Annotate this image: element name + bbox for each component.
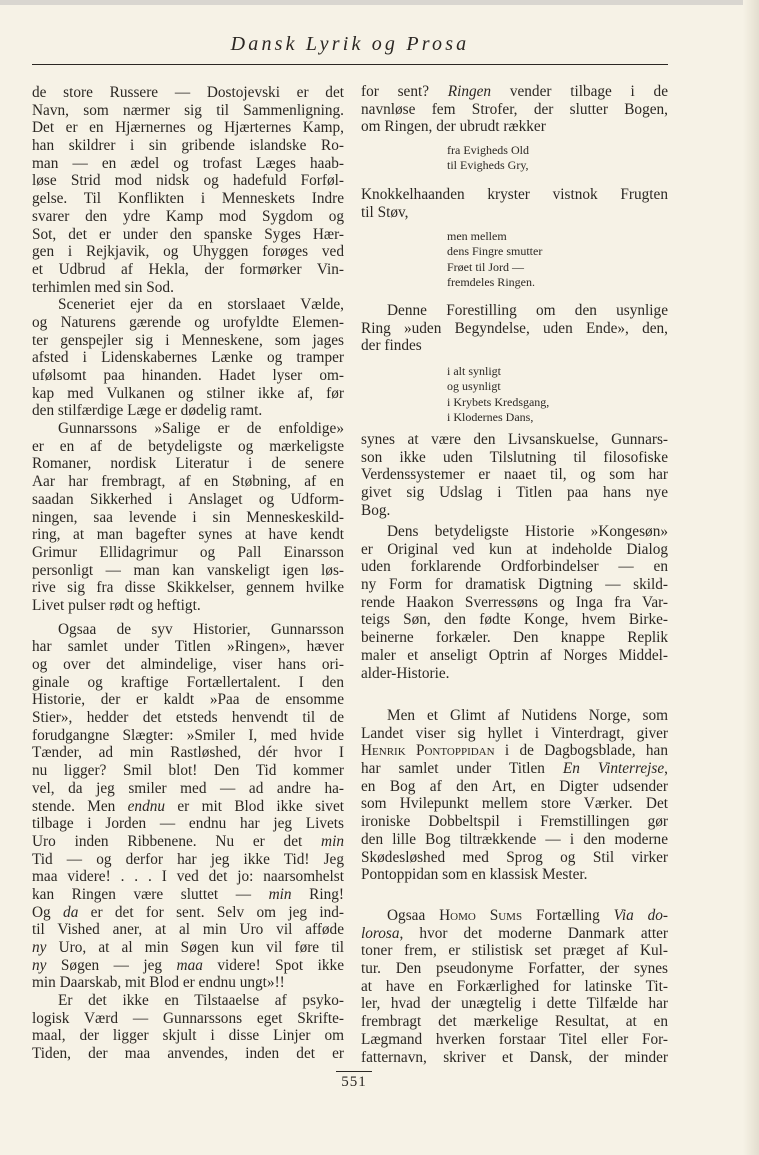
text-line: og Naturens gærende og urofyldte Elemen- bbox=[32, 313, 344, 331]
text-line: svarer den ydre Kamp mod Sygdom og bbox=[32, 207, 344, 225]
text-line: synes at være den Livsanskuelse, Gunnars- bbox=[361, 431, 668, 448]
italic-text: En Vinterrejse bbox=[562, 760, 665, 778]
text-line: fremdeles Ringen. bbox=[447, 274, 535, 289]
text-line: i alt synligt bbox=[447, 364, 501, 378]
text-line: har samlet under Titlen En Vinterrejse, bbox=[361, 760, 668, 778]
text-line: Grimur Ellidagrimur og Pall Einarsson bbox=[32, 543, 344, 561]
text-line: Skødesløshed med Sprog og Stil virker bbox=[361, 848, 668, 866]
text-line: son ikke uden Tilslutning til filosofiske bbox=[361, 448, 668, 466]
page-number: 551 bbox=[341, 1074, 367, 1090]
text-line: fatternavn, skriver et Dansk, der minder bbox=[361, 1048, 668, 1066]
text-line: Tid — og derfor har jeg ikke Tid! Jeg bbox=[32, 850, 344, 868]
text-line: ningen, saa levende i sin Menneskeskild- bbox=[32, 508, 344, 526]
text-line: tilbage i Jorden — endnu har jeg Livets bbox=[32, 815, 344, 833]
italic-text: Via do- bbox=[613, 907, 668, 924]
text-line: et Udbrud af Hekla, der formørker Vin- bbox=[32, 260, 344, 278]
text-line: maa videre! . . . I ved det jo: naarsomhelst bbox=[32, 868, 344, 886]
paragraph bbox=[32, 621, 344, 992]
text-line: rive sig fra disse Skikkelser, gennem hvilke bbox=[32, 579, 344, 597]
text-line: Det er en Hjærnernes og Hjærternes Kamp, bbox=[32, 119, 344, 137]
text-line: den stilfærdige Læge er dødelig ramt. bbox=[32, 402, 263, 420]
text-line: Men et Glimt af Nutidens Norge, som bbox=[387, 707, 668, 724]
text-line: Henrik Pontoppidan i de Dagbogsblade, han bbox=[361, 742, 668, 760]
paragraph bbox=[361, 907, 668, 1066]
paragraph bbox=[361, 302, 668, 355]
text-line: tur. Den pseudonyme Forfatter, der synes bbox=[361, 960, 668, 978]
text-line: gen i Rejkjavik, og Uhyggen forøges ved bbox=[32, 243, 344, 261]
text-line: rende Haakon Sverressøns og Inga fra Var- bbox=[361, 593, 668, 611]
paragraph bbox=[32, 992, 344, 1063]
text-line: frembragt det mærkelige Resultat, at en bbox=[361, 1013, 668, 1031]
text-line: til Støv, bbox=[361, 203, 409, 221]
paragraph bbox=[361, 83, 668, 136]
text-line: der findes bbox=[361, 337, 422, 355]
text-line: løse Strid mod nidsk og hadefuld Forføl- bbox=[32, 172, 344, 190]
text-line: at have en Forkærlighed for latinske Tit- bbox=[361, 977, 668, 995]
text-line: dens Fingre smutter bbox=[447, 244, 543, 259]
text-line: Er det ikke en Tilstaaelse af psyko- bbox=[58, 992, 344, 1010]
text-line: alder-Historie. bbox=[361, 664, 450, 682]
text-line: Verdenssystemer er naaet til, og som har bbox=[361, 466, 668, 484]
italic-text: lorosa bbox=[361, 924, 400, 942]
text-line: ironiske Dobbeltspil i Fremstillingen gør bbox=[361, 813, 668, 831]
page-number-rule bbox=[336, 1071, 372, 1072]
text-line: Ogsaa Homo Sums Fortælling Via do- bbox=[387, 907, 668, 924]
text-line: uden forklarende Ordforbindelser — en bbox=[361, 558, 668, 576]
text-line: givet sig Udslag i Titlen paa hans nye bbox=[361, 484, 668, 502]
text-line: vel, da jeg smiler med — ad andre ha- bbox=[32, 779, 344, 797]
text-line: er Original ved kun at indeholde Dialog bbox=[361, 540, 668, 558]
text-line: personligt — man kan vanskeligt igen løs- bbox=[32, 561, 344, 579]
text-line: Bog. bbox=[361, 501, 391, 519]
text-line: afsted i Lidenskabernes Lænke og tramper bbox=[32, 349, 344, 367]
text-line: og over det almindelige, viser hans ori- bbox=[32, 656, 344, 673]
text-line: om Ringen, der ubrudt rækker bbox=[361, 118, 546, 136]
small-caps-name: Homo Sums bbox=[439, 907, 523, 924]
text-line: Sot, det er under den spanske Syges Hær- bbox=[32, 225, 344, 243]
text-line: maler et anseligt Optrin af Norges Middel- bbox=[361, 646, 668, 664]
paragraph bbox=[32, 296, 344, 420]
text-line: teigs Søn, den fødte Konge, hvem Birke- bbox=[361, 611, 668, 629]
text-line: til Vished aner, at al min Uro vil afføde bbox=[32, 921, 344, 939]
text-line: i Krybets Kredsgang, bbox=[447, 394, 550, 409]
text-line: Pontoppidan som en klassisk Mester. bbox=[361, 866, 588, 884]
scan-top-edge bbox=[0, 0, 759, 5]
header-rule bbox=[32, 64, 668, 65]
text-line: Sceneriet ejer da en storslaaet Vælde, bbox=[58, 296, 344, 314]
text-line: lorosa, hvor det moderne Danmark atter bbox=[361, 924, 668, 942]
text-line: en Bog af den Art, en Digter udsender bbox=[361, 777, 668, 795]
text-line: Tiden, der maa anvendes, inden det er bbox=[32, 1045, 344, 1063]
text-line: Uro inden Ribbenene. Nu er det min bbox=[32, 832, 344, 850]
text-line: fra Evigheds Old bbox=[447, 143, 529, 157]
text-line: og usynligt bbox=[447, 379, 501, 394]
text-line: gelse. Til Konflikten i Menneskets Indre bbox=[32, 190, 344, 208]
verse-quote bbox=[447, 364, 549, 425]
verse-quote bbox=[447, 143, 529, 174]
italic-text: da bbox=[63, 903, 79, 921]
paragraph bbox=[361, 186, 668, 221]
text-line: i Klodernes Dans, bbox=[447, 409, 534, 424]
text-line: Gunnarssons »Salige er de enfoldige» bbox=[58, 420, 344, 438]
italic-text: min bbox=[268, 885, 292, 903]
italic-text: ny bbox=[32, 939, 47, 956]
text-line: ring, at man bagefter synes at have kendt bbox=[32, 526, 344, 544]
text-line: Tænder, ad min Rastløshed, dér hvor I bbox=[32, 744, 344, 762]
text-line: ny Uro, at al min Søgen kun vil føre til bbox=[32, 939, 344, 956]
italic-text: endnu bbox=[127, 797, 166, 815]
text-line: saadan Sikkerhed i Anslaget og Udform- bbox=[32, 490, 344, 508]
text-line: ter genspejler sig i Menneskene, som jages bbox=[32, 331, 344, 349]
text-line: til Evigheds Gry, bbox=[447, 158, 529, 173]
paragraph bbox=[361, 523, 668, 682]
text-line: Knokkelhaanden kryster vistnok Frugten bbox=[361, 186, 668, 203]
text-line: Aar har frembragt, af en Støbning, af en bbox=[32, 473, 344, 491]
text-line: de store Russere — Dostojevski er det bbox=[32, 84, 344, 101]
italic-text: Ringen bbox=[447, 83, 492, 100]
text-line: logisk Værd — Gunnarssons eget Skrifte- bbox=[32, 1009, 344, 1027]
text-line: ny Form for dramatisk Digtning — skild- bbox=[361, 576, 668, 594]
text-line: Landet viser sig hyllet i Vinterdragt, giver bbox=[361, 724, 668, 742]
running-head: Dansk Lyrik og Prosa bbox=[230, 33, 470, 55]
scan-right-edge bbox=[743, 0, 759, 1155]
text-line: han skildrer i sin gribende islandske Ro- bbox=[32, 137, 344, 155]
text-line: terhimlen med sin Sod. bbox=[32, 278, 174, 296]
text-line: som Hvilepunkt mellem store Værker. Det bbox=[361, 795, 668, 813]
text-line: Romaner, nordisk Literatur i de senere bbox=[32, 455, 344, 473]
text-line: Ring »uden Begyndelse, uden Ende», den, bbox=[361, 319, 668, 337]
text-line: Ogsaa de syv Historier, Gunnarsson bbox=[58, 620, 344, 638]
text-line: kan Ringen være sluttet — min Ring! bbox=[32, 885, 344, 903]
italic-text: min bbox=[321, 832, 344, 850]
left-column bbox=[32, 84, 344, 1063]
text-line: toner frem, er stilistisk set præget af Kul- bbox=[361, 942, 668, 960]
text-line: Frøet til Jord — bbox=[447, 259, 524, 274]
text-line: Navn, som nærmer sig til Sammenligning. bbox=[32, 101, 344, 119]
text-line: Stier», hedder det etsteds henvendt til de bbox=[32, 709, 344, 727]
text-line: men mellem bbox=[447, 229, 507, 243]
italic-text: ny bbox=[32, 956, 47, 974]
paragraph bbox=[361, 707, 668, 884]
text-line: stende. Men endnu er mit Blod ikke sivet bbox=[32, 797, 345, 815]
text-line: min Daarskab, mit Blod er endnu ungt»!! bbox=[32, 974, 285, 992]
text-line: navnløse fem Strofer, der slutter Bogen, bbox=[361, 100, 668, 118]
text-line: Dens betydeligste Historie »Kongesøn» bbox=[387, 523, 668, 540]
text-line: forudgangne Slægter: »Smiler I, med hvide bbox=[32, 726, 344, 744]
text-line: beinerne forkæler. Den knappe Replik bbox=[361, 629, 668, 647]
text-line: Lægmand hverken forstaar Titel eller For- bbox=[361, 1030, 668, 1048]
text-line: kap med Vulkanen og stilner ikke af, før bbox=[32, 384, 344, 402]
text-line: ginale og kraftige Fortællertalent. I den bbox=[32, 673, 344, 691]
paragraph bbox=[361, 431, 668, 519]
text-line: man — en ædel og trofast Læges haab- bbox=[32, 154, 344, 172]
text-line: for sent? Ringen vender tilbage i de bbox=[361, 83, 668, 100]
text-line: er en af de betydeligste og mærkeligste bbox=[32, 437, 344, 455]
text-line: Denne Forestilling om den usynlige bbox=[387, 302, 668, 319]
paragraph bbox=[32, 420, 344, 615]
italic-text: maa bbox=[176, 956, 203, 974]
text-line: Historie, der er kaldt »Paa de ensomme bbox=[32, 691, 344, 709]
text-line: ny Søgen — jeg maa videre! Spot ikke bbox=[32, 956, 344, 974]
text-line: Livet pulser rødt og heftigt. bbox=[32, 596, 201, 614]
small-caps-name: Henrik Pontoppidan bbox=[361, 742, 495, 760]
paragraph bbox=[32, 84, 344, 296]
text-line: ufølsomt paa hinanden. Hadet lyser om- bbox=[32, 367, 344, 384]
text-line: den lille Bog tiltrækkende — i den moderne bbox=[361, 830, 668, 848]
text-line: nu ligger? Smil blot! Den Tid kommer bbox=[32, 762, 344, 780]
verse-quote bbox=[447, 229, 542, 290]
text-line: ler, hvad der unægtelig i dette Tilfælde har bbox=[361, 995, 668, 1013]
text-line: maal, der ligger skjult i disse Linjer om bbox=[32, 1027, 344, 1045]
text-line: Og da er det for sent. Selv om jeg ind- bbox=[32, 903, 344, 921]
text-line: har samlet under Titlen »Ringen», hæver bbox=[32, 638, 344, 656]
